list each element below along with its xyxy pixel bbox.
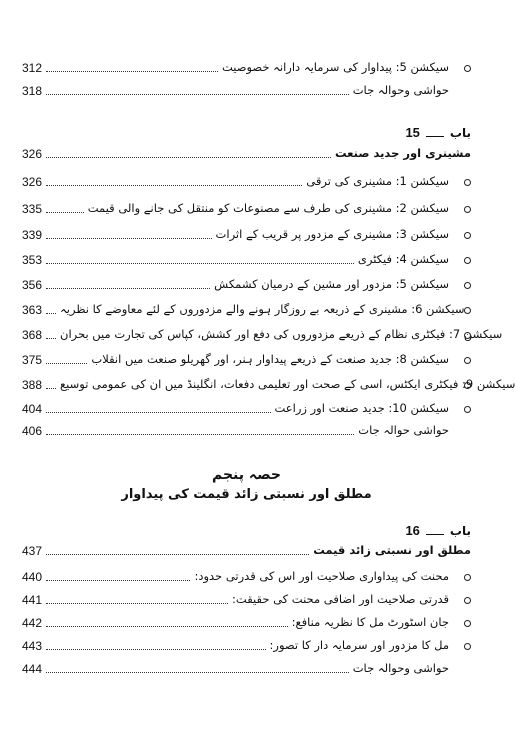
page-number: 437	[22, 544, 43, 558]
leader-dots	[46, 412, 270, 413]
chapter-heading	[405, 523, 471, 538]
bullet-icon	[464, 406, 471, 413]
leader-dots	[46, 338, 56, 339]
toc-entry[interactable]	[22, 171, 449, 189]
entry-title: محنت کی پیداواری صلاحیت اور اس کی قدرتی حدود:	[194, 569, 449, 583]
entry-title: سیکشن 3: مشینری کے مزدور پر قریب کے اثرات	[215, 227, 449, 241]
page-number: 375	[22, 353, 43, 367]
leader-dots	[46, 672, 349, 673]
leader-dots	[46, 71, 218, 72]
bullet-icon	[464, 307, 471, 314]
leader-dots	[46, 554, 309, 555]
leader-dots	[46, 363, 87, 364]
chapter-heading	[405, 125, 471, 140]
page-number: 318	[22, 84, 43, 98]
entry-title: سیکشن 9: فیکٹری ایکٹس، اسی کے صحت اور تعلیمی دفعات، انگلینڈ میں ان کی عمومی توسیع	[60, 377, 515, 391]
page-number: 440	[22, 570, 43, 584]
bullet-icon	[464, 65, 471, 72]
entry-title: سیکشن 6: مشینری کے ذریعہ بے روزگار ہونے والے مزدوروں کے لئے معاوضے کا نظریہ	[60, 302, 465, 316]
entry-title: مل کا مزدور اور سرمایہ دار کا تصور:	[269, 638, 449, 652]
chapter-rule	[426, 136, 444, 137]
part-title: حصہ پنجم	[211, 467, 281, 483]
page-number: 356	[22, 278, 43, 292]
entry-title: حواشی وحوالہ جات	[352, 661, 449, 675]
chapter-number: 15	[405, 125, 420, 140]
page-number: 363	[22, 303, 43, 317]
entry-title: سیکشن 7: فیکٹری نظام کے ذریعے مزدوروں کی دفع اور کشش، کپاس کی تجارت میں بحران	[60, 327, 503, 341]
toc-entry[interactable]	[22, 566, 449, 584]
leader-dots	[46, 649, 266, 650]
page-number: 441	[22, 593, 43, 607]
entry-title: سیکشن 1: مشینری کی ترقی	[306, 174, 449, 188]
toc-entry[interactable]	[22, 612, 449, 630]
page-number: 353	[22, 253, 43, 267]
leader-dots	[46, 212, 84, 213]
entry-title: سیکشن 5: مزدور اور مشین کے درمیان کشمکش	[214, 277, 449, 291]
chapter-number: 16	[405, 523, 420, 538]
entry-title: سیکشن 5: پیداوار کی سرمایہ دارانہ خصوصیت	[221, 60, 449, 74]
bullet-icon	[464, 206, 471, 213]
leader-dots	[46, 580, 190, 581]
leader-dots	[46, 157, 331, 158]
toc-entry[interactable]	[22, 635, 449, 653]
bullet-icon	[464, 597, 471, 604]
chapter-label: باب	[449, 126, 471, 140]
page-number: 335	[22, 202, 43, 216]
chapter-main-entry[interactable]	[22, 143, 471, 161]
bullet-icon	[464, 332, 471, 339]
page-number: 326	[22, 175, 43, 189]
entry-title: حواشی حوالہ جات	[358, 423, 449, 437]
bullet-icon	[464, 179, 471, 186]
chapter-title: مطلق اور نسبتی زائد قیمت	[313, 543, 471, 557]
page-number: 368	[22, 328, 43, 342]
toc-entry[interactable]	[22, 398, 449, 416]
page-number: 388	[22, 378, 43, 392]
leader-dots	[46, 238, 212, 239]
toc-entry[interactable]	[22, 299, 465, 317]
page-number: 326	[22, 147, 43, 161]
bullet-icon	[464, 232, 471, 239]
toc-entry[interactable]	[22, 420, 449, 438]
page-number: 312	[22, 61, 43, 75]
toc-entry[interactable]	[22, 198, 449, 216]
bullet-icon	[464, 382, 471, 389]
toc-entry[interactable]	[22, 80, 449, 98]
leader-dots	[46, 185, 302, 186]
part-subtitle: مطلق اور نسبتی زائد قیمت کی پیداوار	[121, 487, 372, 502]
leader-dots	[46, 603, 228, 604]
leader-dots	[46, 388, 56, 389]
toc-entry[interactable]	[22, 349, 449, 367]
toc-entry[interactable]	[22, 589, 449, 607]
page-number: 339	[22, 228, 43, 242]
toc-entry[interactable]	[22, 324, 503, 342]
leader-dots	[46, 434, 354, 435]
toc-entry[interactable]	[22, 224, 449, 242]
toc-entry[interactable]	[22, 57, 449, 75]
entry-title: جان اسٹورٹ مل کا نظریہ منافع:	[291, 615, 449, 629]
bullet-icon	[464, 643, 471, 650]
leader-dots	[46, 288, 210, 289]
entry-title: حواشی وحوالہ جات	[352, 83, 449, 97]
page-number: 444	[22, 662, 43, 676]
entry-title: سیکشن 8: جدید صنعت کے ذریعے پیداوار ہنر، اور گھریلو صنعت میں انقلاب	[91, 352, 449, 366]
toc-entry[interactable]	[22, 374, 515, 392]
toc-entry[interactable]	[22, 658, 449, 676]
chapter-rule	[426, 534, 444, 535]
entry-title: سیکشن 10: جدید صنعت اور زراعت	[274, 401, 449, 415]
bullet-icon	[464, 357, 471, 364]
entry-title: سیکشن 2: مشینری کی طرف سے مصنوعات کو منتقل کی جانے والی قیمت	[87, 201, 449, 215]
page-number: 442	[22, 616, 43, 630]
page-number: 406	[22, 424, 43, 438]
bullet-icon	[464, 574, 471, 581]
entry-title: سیکشن 4: فیکٹری	[357, 252, 449, 266]
toc-entry[interactable]	[22, 274, 449, 292]
leader-dots	[46, 94, 349, 95]
bullet-icon	[464, 257, 471, 264]
toc-entry[interactable]	[22, 249, 449, 267]
bullet-icon	[464, 620, 471, 627]
chapter-label: باب	[449, 524, 471, 538]
bullet-icon	[464, 282, 471, 289]
entry-title: قدرتی صلاحیت اور اضافی محنت کی حقیقت:	[232, 592, 449, 606]
leader-dots	[46, 626, 288, 627]
chapter-main-entry[interactable]	[22, 540, 471, 558]
leader-dots	[46, 263, 354, 264]
page-number: 404	[22, 402, 43, 416]
leader-dots	[46, 313, 56, 314]
page-number: 443	[22, 639, 43, 653]
chapter-title: مشینری اور جدید صنعت	[335, 146, 471, 160]
